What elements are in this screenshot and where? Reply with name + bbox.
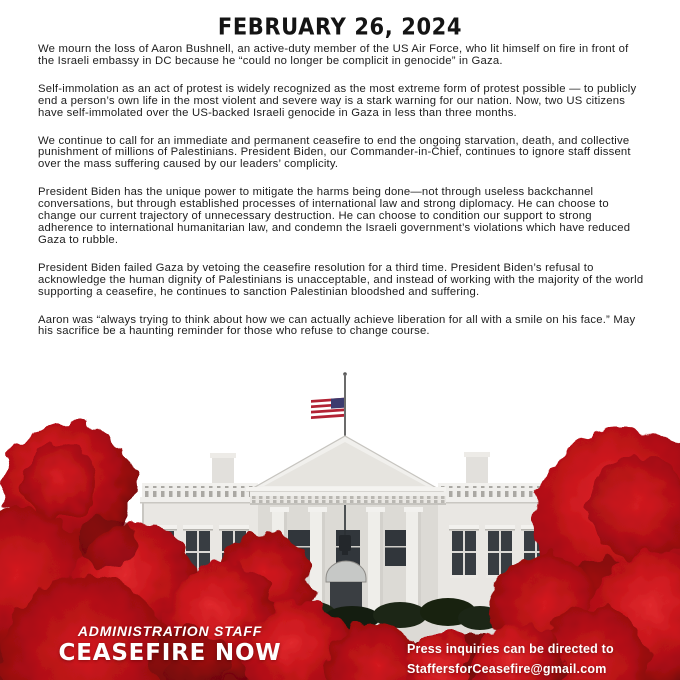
date-heading: FEBRUARY 26, 2024 <box>217 14 463 40</box>
paragraph-aaron-quote: Aaron was “always trying to think about how we can actually achieve liberation for all with a smile on his face.” May his sacrifice be a haunting reminder for those who refuse to change course. <box>38 313 636 338</box>
press-line: Press inquiries can be directed to <box>407 642 614 656</box>
column <box>308 507 327 615</box>
white-house-scene <box>0 370 680 680</box>
us-flag-half-mast-icon <box>311 398 344 419</box>
column <box>404 507 423 615</box>
paragraph-biden-failed: President Biden failed Gaza by vetoing the ceasefire resolution for a third time. President Biden’s refusal to acknowledge the human dignity of Palestinians is unacceptable, and instead of working with the majority of the world supporting a ceasefire, he continues to sanction Palestinian bloodshed and suffering. <box>38 261 644 298</box>
paragraph-mourn: We mourn the loss of Aaron Bushnell, an active-duty member of the US Air Force, who lit himself on fire in front of the Israeli embassy in DC because he “could no longer be complicit in genocide” in Gaza. <box>38 43 629 67</box>
balustrade-left <box>140 483 260 504</box>
window <box>449 525 479 578</box>
column <box>366 507 385 615</box>
footer-signature <box>58 623 282 666</box>
ceasefire-now-text: CEASEFIRE NOW <box>58 640 282 666</box>
press-contact <box>407 639 647 679</box>
paragraph-ceasefire-call: We continue to call for an immediate and permanent ceasefire to end the ongoing starvation, death, and collective punishment of millions of Palestinians. President Biden, our Commander-in-Chief, continues to ignore staff dissent over the mass suffering caused by our leaders’ complicity. <box>38 134 631 171</box>
press-email: StaffersforCeasefire@gmail.com <box>407 662 607 676</box>
paragraph-self-immolation: Self-immolation as an act of protest is widely recognized as the most extreme form of protest possible — to publicly end a person’s own life in the most violent and severe way is a stark warning for our nation. Now, two US citizens have self-immolated over the US-backed Israeli genocide in Gaza in less than three months. <box>38 82 637 119</box>
statement-body <box>38 44 646 354</box>
org-name: ADMINISTRATION STAFF <box>77 623 263 639</box>
paragraph-biden-power: President Biden has the unique power to mitigate the harms being done—not through useless backchannel conversations, but through established processes of international law and strong diplomacy. He can choose to change our current trajectory of unnecessary destruction. He can choose to condition our support to strong adherence to international humanitarian law, and condemn the Israeli government’s violations which have reduced Gaza to rubble. <box>38 186 631 246</box>
pediment <box>246 436 446 491</box>
